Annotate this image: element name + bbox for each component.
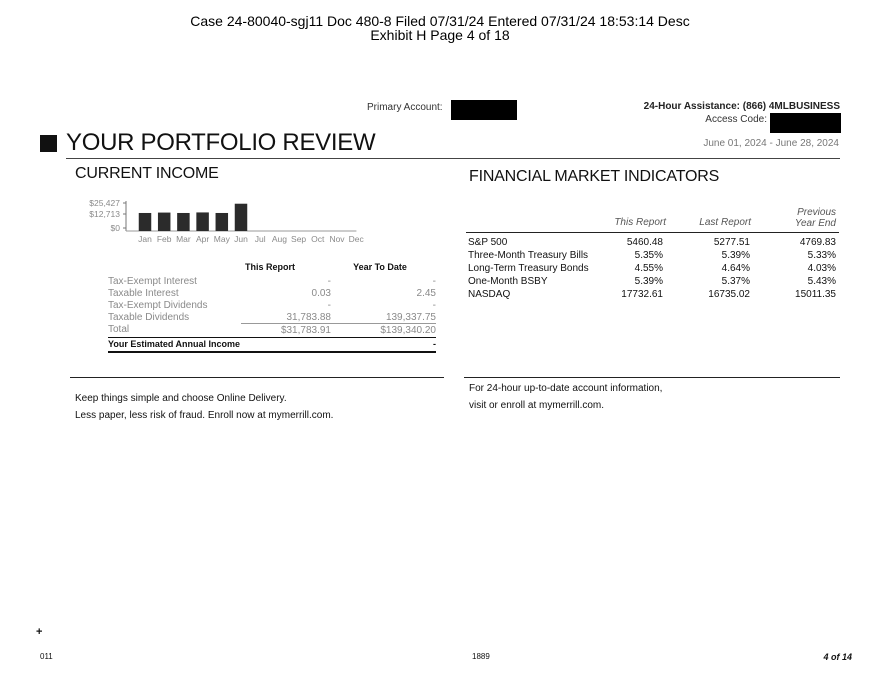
x-tick-label: May — [213, 234, 230, 244]
market-row-this: 17732.61 — [621, 289, 663, 300]
x-tick-label: Nov — [329, 234, 345, 244]
market-row-last: 5277.51 — [713, 237, 750, 248]
income-row-this-report: 31,783.88 — [241, 311, 331, 324]
footer-left-code: 011 — [40, 652, 53, 661]
mkt-col-prev-1: Previous — [797, 207, 836, 218]
primary-account-label: Primary Account: — [367, 102, 443, 113]
income-bar — [235, 204, 248, 231]
market-row-last: 16735.02 — [708, 289, 750, 300]
income-row-label: Tax-Exempt Interest — [108, 275, 197, 287]
left-note-rule — [70, 377, 444, 378]
market-row-label: NASDAQ — [468, 289, 511, 300]
income-row — [108, 299, 436, 311]
market-row-prev: 5.33% — [807, 250, 836, 261]
title-rule — [66, 158, 840, 159]
market-row-prev: 4.03% — [807, 263, 836, 274]
market-row-prev: 15011.35 — [795, 289, 836, 300]
estimated-income-value: - — [433, 339, 436, 349]
x-tick-label: Dec — [348, 234, 364, 244]
income-bar — [177, 213, 190, 231]
market-row-last: 5.39% — [721, 250, 750, 261]
x-tick-label: Sep — [291, 234, 307, 244]
income-bar-chart — [80, 198, 380, 248]
income-total-row — [108, 324, 436, 337]
market-row-this: 4.55% — [634, 263, 663, 274]
income-row — [108, 311, 436, 324]
income-bar — [216, 213, 229, 231]
income-bar — [196, 212, 209, 231]
market-row — [466, 275, 839, 288]
income-row-this-report: 0.03 — [311, 287, 331, 299]
right-note-line2: visit or enroll at mymerrill.com. — [469, 400, 605, 411]
x-tick-label: Aug — [271, 234, 287, 244]
title-square-icon — [40, 135, 57, 152]
income-row-this-report: - — [327, 275, 331, 287]
income-row-ytd: - — [432, 299, 436, 311]
x-tick-label: Apr — [195, 234, 210, 244]
market-row-last: 4.64% — [721, 263, 750, 274]
income-row-this-report: - — [327, 299, 331, 311]
income-row-ytd: $139,340.20 — [380, 324, 436, 336]
primary-account-redaction — [451, 100, 517, 120]
income-row — [108, 287, 436, 299]
left-note-line2: Less paper, less risk of fraud. Enroll now at mymerrill.com. — [75, 410, 334, 421]
x-tick-label: Jan — [138, 234, 152, 244]
access-code-redaction — [770, 113, 841, 133]
mkt-col-this-report: This Report — [614, 217, 666, 228]
mkt-col-prev-2: Year End — [794, 218, 836, 229]
market-row-this: 5.39% — [634, 276, 663, 287]
x-tick-label: Jul — [254, 234, 266, 244]
col-this-report: This Report — [244, 262, 295, 272]
market-row-this: 5460.48 — [626, 237, 663, 248]
footer-center-code: 1889 — [472, 652, 490, 661]
y-tick-label: $0 — [110, 223, 120, 233]
market-row — [466, 249, 839, 262]
market-table — [466, 205, 839, 301]
statement-period: June 01, 2024 - June 28, 2024 — [703, 138, 839, 149]
market-row — [466, 236, 839, 249]
market-header-rule — [466, 232, 839, 233]
market-row-label: S&P 500 — [468, 237, 508, 248]
market-row — [466, 288, 839, 301]
court-header-line2: Exhibit H Page 4 of 18 — [370, 27, 510, 43]
market-row — [466, 262, 839, 275]
page-title: YOUR PORTFOLIO REVIEW — [66, 129, 376, 156]
market-row-last: 5.37% — [721, 276, 750, 287]
income-row-ytd: 139,337.75 — [331, 311, 436, 324]
x-tick-label: Mar — [176, 234, 191, 244]
x-tick-label: Jun — [234, 234, 248, 244]
market-heading: FINANCIAL MARKET INDICATORS — [469, 168, 720, 185]
x-tick-label: Feb — [156, 234, 172, 244]
court-header-line1: Case 24-80040-sgj11 Doc 480-8 Filed 07/31/24 Entered 07/31/24 18:53:14 Desc — [190, 13, 690, 29]
col-year-to-date: Year To Date — [353, 262, 407, 272]
estimated-income-row — [108, 338, 436, 351]
y-tick-label: $25,427 — [89, 198, 120, 208]
plus-mark: + — [36, 626, 43, 638]
market-row-label: Three-Month Treasury Bills — [468, 250, 589, 261]
income-row — [108, 275, 436, 287]
market-row-label: One-Month BSBY — [468, 276, 548, 287]
assistance-line: 24-Hour Assistance: (866) 4MLBUSINESS — [643, 101, 840, 112]
current-income-heading: CURRENT INCOME — [75, 165, 219, 182]
access-code-label: Access Code: — [705, 114, 767, 125]
mkt-col-last-report: Last Report — [699, 217, 751, 228]
income-row-label: Taxable Dividends — [108, 311, 190, 323]
market-row-this: 5.35% — [634, 250, 663, 261]
market-row-label: Long-Term Treasury Bonds — [468, 263, 589, 274]
y-tick-label: $12,713 — [89, 209, 120, 219]
left-note-line1: Keep things simple and choose Online Delivery. — [75, 393, 287, 404]
right-note-rule — [464, 377, 840, 378]
income-bar — [158, 213, 171, 231]
income-row-ytd: - — [432, 275, 436, 287]
income-table — [100, 262, 436, 353]
market-row-prev: 5.43% — [807, 276, 836, 287]
market-row-prev: 4769.83 — [799, 237, 836, 248]
income-bar — [139, 213, 152, 231]
income-row-label: Tax-Exempt Dividends — [108, 299, 208, 311]
right-note-line1: For 24-hour up-to-date account information, — [469, 383, 663, 394]
income-row-this-report: $31,783.91 — [280, 324, 331, 336]
estimated-income-label: Your Estimated Annual Income — [108, 339, 241, 349]
x-tick-label: Oct — [311, 234, 325, 244]
income-row-ytd: 2.45 — [416, 287, 436, 299]
page-number: 4 of 14 — [823, 652, 852, 662]
estimated-rule — [108, 351, 436, 353]
income-row-label: Total — [108, 324, 130, 336]
income-row-label: Taxable Interest — [108, 287, 179, 299]
